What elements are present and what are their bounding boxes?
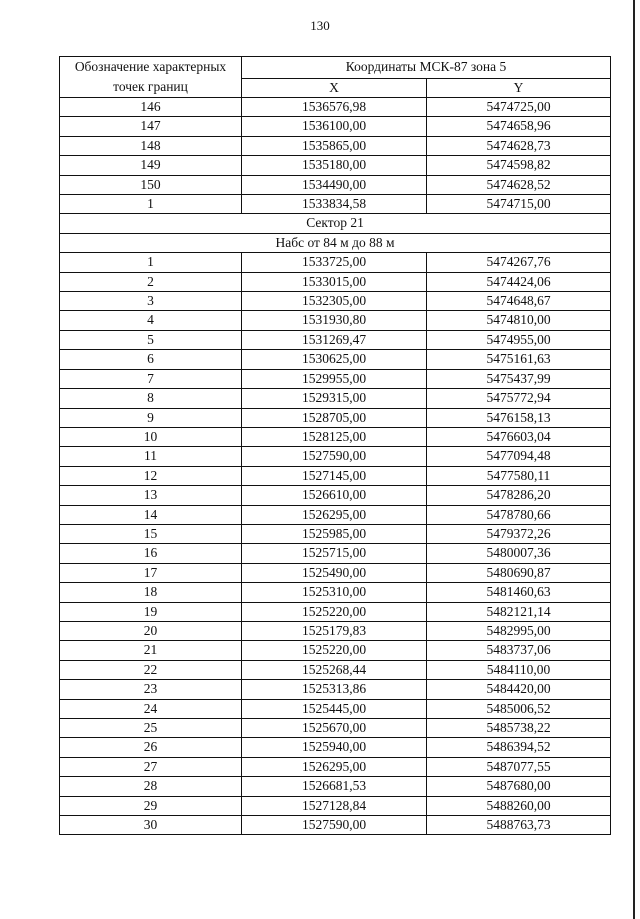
table-row	[60, 602, 611, 621]
point-number-cell: 9	[60, 408, 242, 427]
table-row	[60, 311, 611, 330]
table-row	[60, 486, 611, 505]
y-coordinate-cell: 5477580,11	[427, 466, 611, 485]
y-coordinate-cell: 5484110,00	[427, 660, 611, 679]
x-coordinate-cell: 1525445,00	[242, 699, 427, 718]
y-coordinate-cell: 5474725,00	[427, 98, 611, 117]
point-number-cell: 23	[60, 680, 242, 699]
x-coordinate-cell: 1533015,00	[242, 272, 427, 291]
y-coordinate-cell: 5485738,22	[427, 719, 611, 738]
y-coordinate-cell: 5484420,00	[427, 680, 611, 699]
y-coordinate-cell: 5475437,99	[427, 369, 611, 388]
table-row	[60, 524, 611, 543]
table-row	[60, 195, 611, 214]
table-row	[60, 621, 611, 640]
sector-title-row	[60, 214, 611, 233]
x-coordinate-cell: 1526610,00	[242, 486, 427, 505]
x-coordinate-cell: 1533834,58	[242, 195, 427, 214]
x-coordinate-cell: 1525715,00	[242, 544, 427, 563]
y-coordinate-cell: 5476603,04	[427, 427, 611, 446]
point-number-cell: 22	[60, 660, 242, 679]
table-row	[60, 777, 611, 796]
y-coordinate-cell: 5488763,73	[427, 816, 611, 835]
x-coordinate-cell: 1525179,83	[242, 621, 427, 640]
point-number-cell: 25	[60, 719, 242, 738]
x-coordinate-cell: 1525268,44	[242, 660, 427, 679]
x-coordinate-cell: 1529315,00	[242, 389, 427, 408]
x-column-header: X	[242, 78, 427, 97]
table-row	[60, 466, 611, 485]
x-coordinate-cell: 1528125,00	[242, 427, 427, 446]
table-row	[60, 738, 611, 757]
y-coordinate-cell: 5483737,06	[427, 641, 611, 660]
point-number-cell: 148	[60, 136, 242, 155]
table-row	[60, 389, 611, 408]
x-coordinate-cell: 1534490,00	[242, 175, 427, 194]
x-coordinate-cell: 1526295,00	[242, 505, 427, 524]
point-number-cell: 29	[60, 796, 242, 815]
table-row	[60, 719, 611, 738]
x-coordinate-cell: 1536576,98	[242, 98, 427, 117]
x-coordinate-cell: 1533725,00	[242, 253, 427, 272]
x-coordinate-cell: 1529955,00	[242, 369, 427, 388]
x-coordinate-cell: 1532305,00	[242, 292, 427, 311]
point-number-cell: 149	[60, 156, 242, 175]
x-coordinate-cell: 1527145,00	[242, 466, 427, 485]
x-coordinate-cell: 1525313,86	[242, 680, 427, 699]
point-number-cell: 10	[60, 427, 242, 446]
x-coordinate-cell: 1525940,00	[242, 738, 427, 757]
table-row	[60, 136, 611, 155]
x-coordinate-cell: 1525220,00	[242, 602, 427, 621]
x-coordinate-cell: 1525670,00	[242, 719, 427, 738]
x-coordinate-cell: 1528705,00	[242, 408, 427, 427]
table-row	[60, 369, 611, 388]
table-row	[60, 292, 611, 311]
table-row	[60, 563, 611, 582]
table-row	[60, 641, 611, 660]
table-row	[60, 408, 611, 427]
y-coordinate-cell: 5480007,36	[427, 544, 611, 563]
x-coordinate-cell: 1526295,00	[242, 757, 427, 776]
point-number-cell: 6	[60, 350, 242, 369]
y-column-header: Y	[427, 78, 611, 97]
y-coordinate-cell: 5482121,14	[427, 602, 611, 621]
sector-title: Сектор 21	[60, 214, 611, 233]
point-number-cell: 27	[60, 757, 242, 776]
y-coordinate-cell: 5486394,52	[427, 738, 611, 757]
point-number-cell: 12	[60, 466, 242, 485]
table-row	[60, 272, 611, 291]
x-coordinate-cell: 1531269,47	[242, 330, 427, 349]
y-coordinate-cell: 5474648,67	[427, 292, 611, 311]
table-row	[60, 680, 611, 699]
y-coordinate-cell: 5476158,13	[427, 408, 611, 427]
point-number-cell: 13	[60, 486, 242, 505]
table-row	[60, 816, 611, 835]
scan-edge-line	[633, 0, 635, 919]
points-column-header: Обозначение характерных точек границ	[60, 57, 242, 98]
y-coordinate-cell: 5474955,00	[427, 330, 611, 349]
y-coordinate-cell: 5478286,20	[427, 486, 611, 505]
table-row	[60, 350, 611, 369]
table-row	[60, 156, 611, 175]
point-number-cell: 21	[60, 641, 242, 660]
table-row	[60, 427, 611, 446]
coordinates-table	[59, 56, 611, 835]
x-coordinate-cell: 1525490,00	[242, 563, 427, 582]
point-number-cell: 18	[60, 583, 242, 602]
y-coordinate-cell: 5488260,00	[427, 796, 611, 815]
y-coordinate-cell: 5480690,87	[427, 563, 611, 582]
table-row	[60, 98, 611, 117]
y-coordinate-cell: 5474598,82	[427, 156, 611, 175]
y-coordinate-cell: 5474424,06	[427, 272, 611, 291]
x-coordinate-cell: 1525310,00	[242, 583, 427, 602]
point-number-cell: 30	[60, 816, 242, 835]
y-coordinate-cell: 5485006,52	[427, 699, 611, 718]
table-row	[60, 253, 611, 272]
table-header-row	[60, 57, 611, 79]
y-coordinate-cell: 5474628,52	[427, 175, 611, 194]
x-coordinate-cell: 1525985,00	[242, 524, 427, 543]
x-coordinate-cell: 1535865,00	[242, 136, 427, 155]
point-number-cell: 16	[60, 544, 242, 563]
point-number-cell: 147	[60, 117, 242, 136]
point-number-cell: 8	[60, 389, 242, 408]
x-coordinate-cell: 1536100,00	[242, 117, 427, 136]
table-row	[60, 544, 611, 563]
y-coordinate-cell: 5474658,96	[427, 117, 611, 136]
x-coordinate-cell: 1527128,84	[242, 796, 427, 815]
y-coordinate-cell: 5474267,76	[427, 253, 611, 272]
table-row	[60, 175, 611, 194]
table-row	[60, 330, 611, 349]
point-number-cell: 20	[60, 621, 242, 640]
table-row	[60, 117, 611, 136]
point-number-cell: 15	[60, 524, 242, 543]
y-coordinate-cell: 5487077,55	[427, 757, 611, 776]
table-row	[60, 699, 611, 718]
x-coordinate-cell: 1527590,00	[242, 447, 427, 466]
table-row	[60, 583, 611, 602]
page-number: 130	[310, 18, 330, 33]
point-number-cell: 146	[60, 98, 242, 117]
point-number-cell: 19	[60, 602, 242, 621]
point-number-cell: 26	[60, 738, 242, 757]
point-number-cell: 28	[60, 777, 242, 796]
x-coordinate-cell: 1527590,00	[242, 816, 427, 835]
table-row	[60, 660, 611, 679]
y-coordinate-cell: 5474628,73	[427, 136, 611, 155]
point-number-cell: 7	[60, 369, 242, 388]
y-coordinate-cell: 5477094,48	[427, 447, 611, 466]
x-coordinate-cell: 1526681,53	[242, 777, 427, 796]
point-number-cell: 11	[60, 447, 242, 466]
point-number-cell: 14	[60, 505, 242, 524]
coordinates-column-header: Координаты МСК-87 зона 5	[242, 57, 611, 79]
x-coordinate-cell: 1531930,80	[242, 311, 427, 330]
y-coordinate-cell: 5474810,00	[427, 311, 611, 330]
point-number-cell: 1	[60, 253, 242, 272]
table-row	[60, 505, 611, 524]
table-row	[60, 447, 611, 466]
point-number-cell: 150	[60, 175, 242, 194]
y-coordinate-cell: 5475161,63	[427, 350, 611, 369]
x-coordinate-cell: 1535180,00	[242, 156, 427, 175]
table-row	[60, 757, 611, 776]
point-number-cell: 17	[60, 563, 242, 582]
x-coordinate-cell: 1530625,00	[242, 350, 427, 369]
point-number-cell: 2	[60, 272, 242, 291]
y-coordinate-cell: 5487680,00	[427, 777, 611, 796]
y-coordinate-cell: 5481460,63	[427, 583, 611, 602]
point-number-cell: 5	[60, 330, 242, 349]
point-number-cell: 3	[60, 292, 242, 311]
y-coordinate-cell: 5475772,94	[427, 389, 611, 408]
point-number-cell: 1	[60, 195, 242, 214]
height-range: Набс от 84 м до 88 м	[60, 233, 611, 252]
y-coordinate-cell: 5478780,66	[427, 505, 611, 524]
y-coordinate-cell: 5482995,00	[427, 621, 611, 640]
point-number-cell: 24	[60, 699, 242, 718]
height-range-row	[60, 233, 611, 252]
x-coordinate-cell: 1525220,00	[242, 641, 427, 660]
y-coordinate-cell: 5474715,00	[427, 195, 611, 214]
table-row	[60, 796, 611, 815]
point-number-cell: 4	[60, 311, 242, 330]
y-coordinate-cell: 5479372,26	[427, 524, 611, 543]
